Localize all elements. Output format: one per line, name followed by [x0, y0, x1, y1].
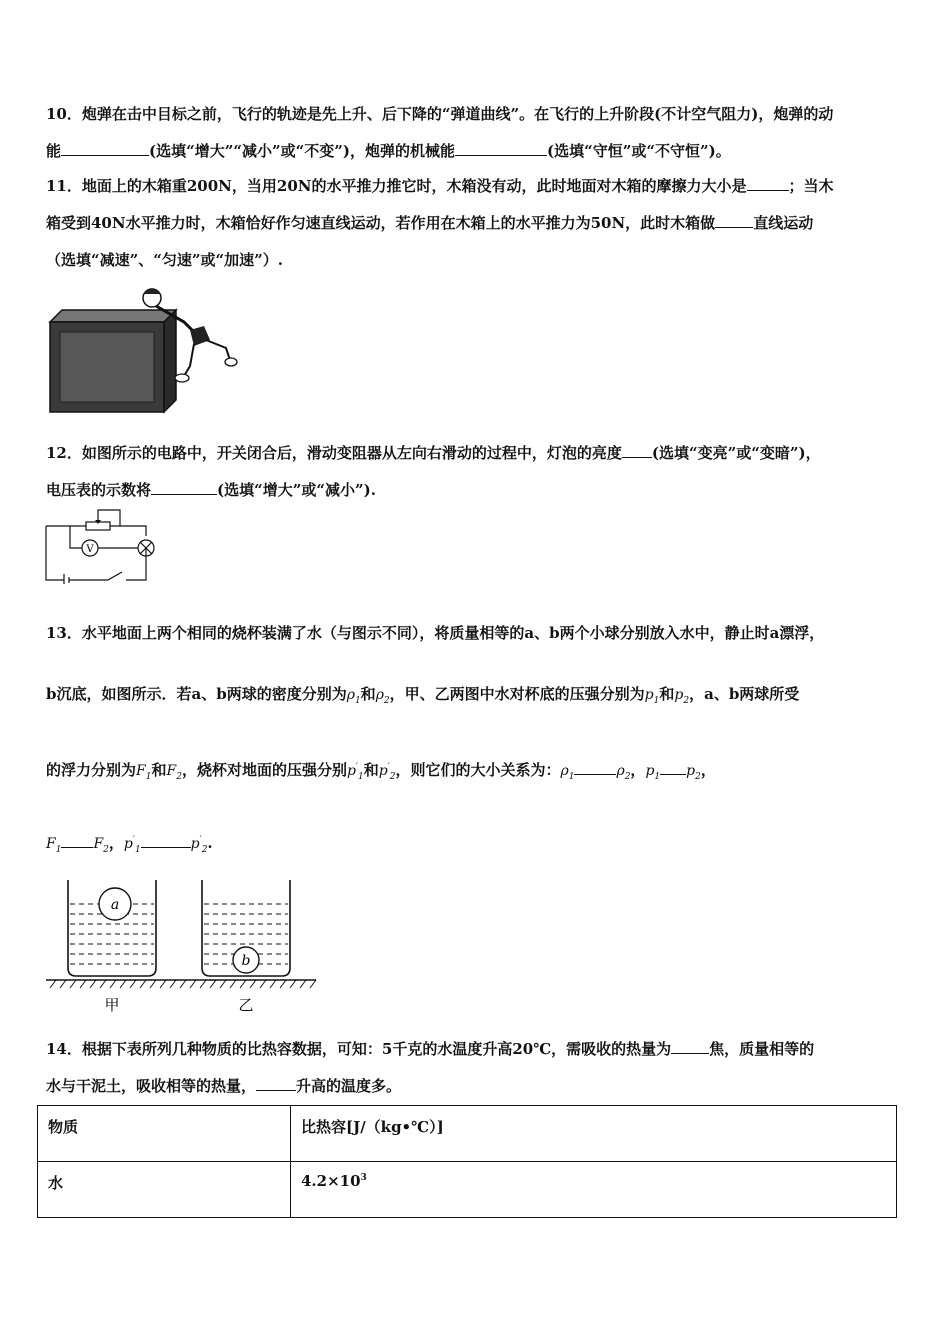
q13-line4: $F_1$ $F_2$，$p'_1$ $p'_2$.: [46, 834, 213, 855]
q11-line1: 11．地面上的木箱重200N，当用20N的水平推力推它时，木箱没有动，此时地面对木箱的摩擦力大小是 ；当木: [46, 177, 834, 195]
boy-leg-front: [184, 344, 194, 376]
box-top: [50, 310, 176, 322]
ball-a-label: a: [110, 897, 120, 913]
F2-symbol: $F_2$: [166, 763, 182, 782]
q10-blank-2[interactable]: [455, 141, 547, 156]
q14-blank-1[interactable]: [671, 1039, 709, 1054]
q11-line2: 箱受到40N水平推力时，木箱恰好作匀速直线运动，若作用在木箱上的水平推力为50N，此时木箱做 直线运动: [46, 214, 814, 232]
wire-top-right: [110, 526, 146, 536]
table-row: [38, 1162, 897, 1218]
ground-hatch: [50, 980, 316, 988]
rho1-symbol: $\rho_1$: [346, 687, 361, 706]
ans-p2-prime: $p'_2$: [190, 835, 208, 855]
q13-line1: 13．水平地面上两个相同的烧杯装满了水（与图示不同），将质量相等的a、b两个小球分别放入水中，静止时a漂浮，: [46, 624, 825, 642]
voltmeter-label: V: [86, 544, 94, 555]
box-front-panel: [60, 332, 154, 402]
ans-p1: $p_1$: [645, 763, 661, 782]
q10-blank-1[interactable]: [61, 141, 149, 156]
ans-p2: $p_2$: [686, 763, 701, 782]
beakers-figure: [44, 872, 320, 1016]
p1-prime-symbol: $p'_1$: [346, 762, 364, 782]
q13-blank-3[interactable]: [61, 833, 93, 848]
ball-b-label: b: [241, 953, 251, 969]
wire-bottom-right: [126, 548, 146, 580]
q13-blank-1[interactable]: [574, 760, 616, 775]
ans-rho1: $\rho_1$: [560, 763, 575, 782]
q12-line1: 12．如图所示的电路中，开关闭合后，滑动变阻器从左向右滑动的过程中，灯泡的亮度 (选填“变亮”或“变暗”)，: [46, 444, 821, 462]
q11-blank-2[interactable]: [715, 213, 753, 228]
F1-symbol: $F_1$: [136, 763, 152, 782]
switch-blade: [108, 572, 122, 580]
ans-F1: $F_1$: [46, 836, 62, 855]
q13-line3: 的浮力分别为$F_1$和$F_2$，烧杯对地面的压强分别$p'_1$和$p'_2$，则它们的大小关系为：$\rho_1$ $\rho_2$，$p_1$ $p_2$，: [46, 761, 716, 782]
label-yi: 乙: [238, 996, 254, 1014]
table-header-substance: 物质: [38, 1106, 291, 1162]
boy-shoe-front: [175, 374, 189, 382]
q14-line1: 14．根据下表所列几种物质的比热容数据，可知：5千克的水温度升高20℃，需吸收的热量为 焦，质量相等的: [46, 1040, 815, 1058]
table-cell-water: 水: [38, 1162, 291, 1218]
wire-left: [46, 526, 64, 580]
q10-line2: 能 (选填“增大”“减小”或“不变”)，炮弹的机械能 (选填“守恒”或“不守恒”)。: [46, 142, 731, 160]
p2-prime-symbol: $p'_2$: [378, 762, 396, 782]
table-cell-water-value: $4.2\times 10^3$: [291, 1162, 897, 1218]
label-jia: 甲: [104, 996, 120, 1014]
boy-shoe-back: [225, 358, 237, 366]
boy-leg-back: [206, 340, 230, 360]
q11-line3: （选填“减速”、“匀速”或“加速”）.: [46, 251, 283, 269]
q13-blank-2[interactable]: [660, 760, 686, 775]
q14-blank-2[interactable]: [256, 1076, 296, 1091]
q13-blank-4[interactable]: [141, 833, 191, 848]
box-pushing-figure: [44, 280, 244, 420]
boy-hair: [143, 289, 161, 294]
q12-blank-1[interactable]: [622, 443, 652, 458]
table-header-row: [38, 1106, 897, 1162]
q12-blank-2[interactable]: [151, 480, 217, 495]
q10-line1: 10．炮弹在击中目标之前，飞行的轨迹是先上升、后下降的“弹道曲线”。在飞行的上升阶段(不计空气阻力)，炮弹的动: [46, 105, 834, 123]
rheostat-slider-wire: [98, 510, 120, 526]
q12-line2: 电压表的示数将 (选填“增大”或“减小”).: [46, 481, 376, 499]
wire-voltmeter-left: [70, 526, 82, 548]
ans-p1-prime: $p'_1$: [123, 835, 141, 855]
p2-symbol: $p_2$: [674, 687, 690, 706]
q14-line2: 水与干泥土，吸收相等的热量， 升高的温度多。: [46, 1077, 402, 1095]
rho2-symbol: $\rho_2$: [375, 687, 390, 706]
q13-line2: b沉底，如图所示．若a、b两球的密度分别为$\rho_1$和$\rho_2$，甲、乙两图中水对杯底的压强分别为$p_1$和$p_2$，a、b两球所受: [46, 685, 800, 706]
box-side: [164, 310, 176, 412]
p1-symbol: $p_1$: [644, 687, 660, 706]
specific-heat-table: [37, 1105, 897, 1218]
ans-rho2: $\rho_2$: [616, 763, 631, 782]
circuit-diagram: [42, 508, 166, 584]
q11-blank-1[interactable]: [747, 176, 789, 191]
table-header-specific-heat: 比热容[J/（kg•℃）]: [291, 1106, 897, 1162]
ans-F2: $F_2$: [93, 836, 109, 855]
